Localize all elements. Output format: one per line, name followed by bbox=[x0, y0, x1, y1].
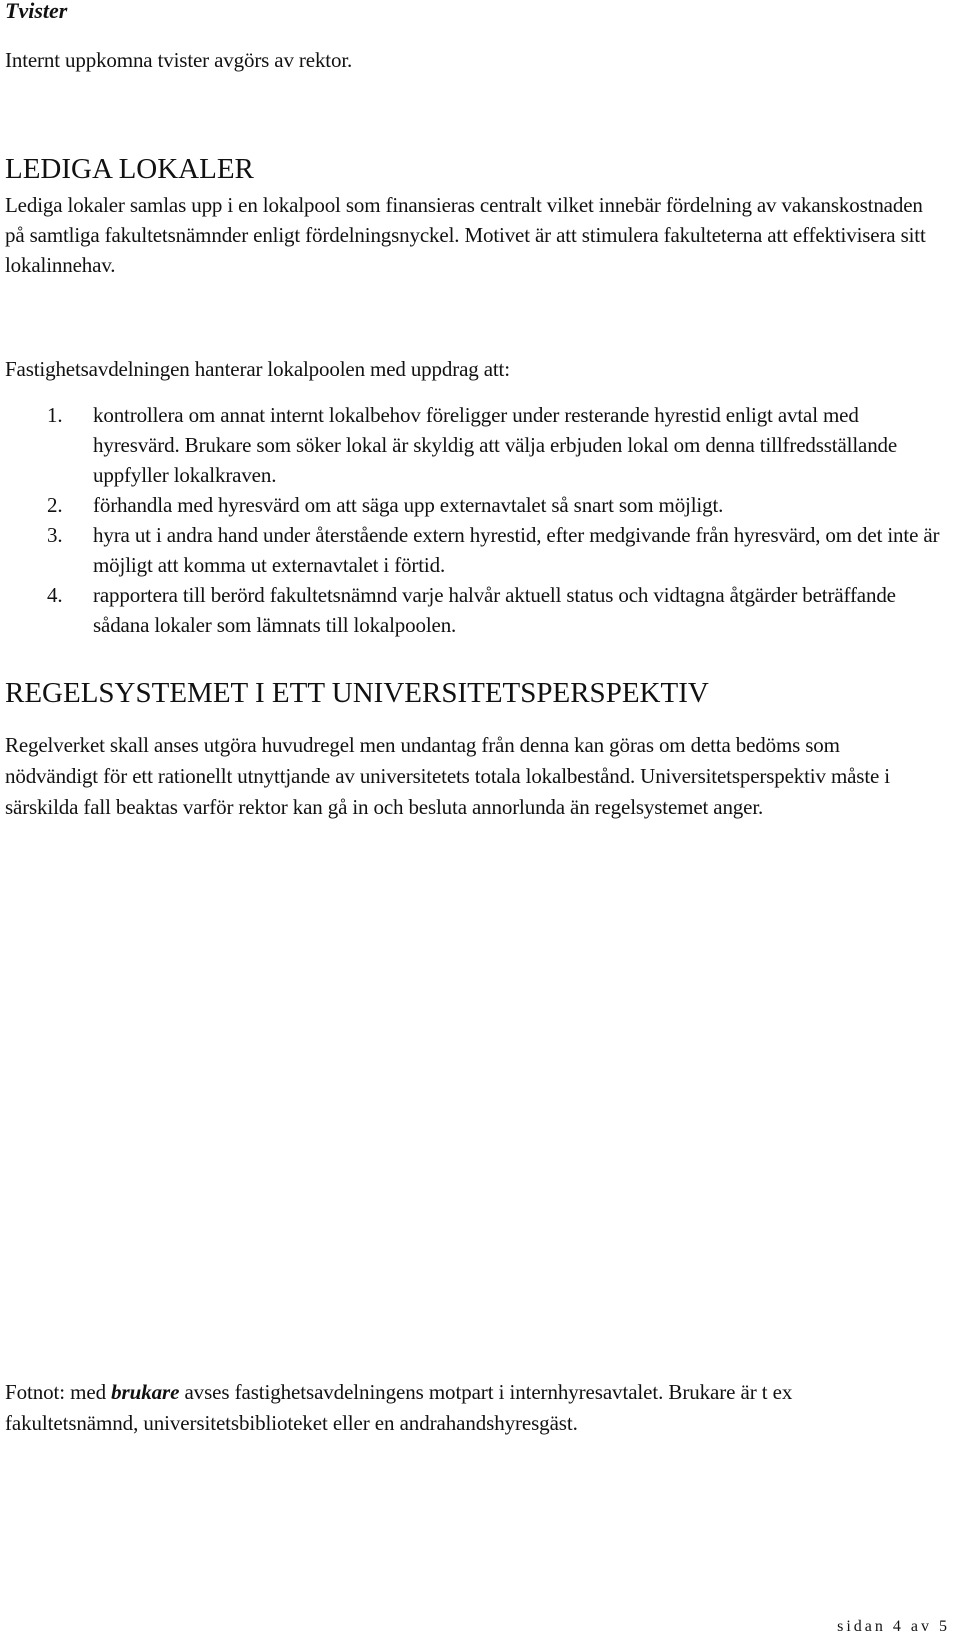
page-number: sidan 4 av 5 bbox=[837, 1618, 950, 1635]
list-item-number: 1. bbox=[47, 403, 63, 427]
lediga-lokaler-intro: Fastighetsavdelningen hanterar lokalpoolen med uppdrag att: bbox=[5, 357, 510, 381]
regelsystemet-paragraph: Regelverket skall anses utgöra huvudregel men undantag från denna kan göras om detta bedöms som nödvändigt för ett rationellt utnyttjande av universitetets totala lokalbestånd. Universitetsperspektiv måste i särskilda fall beaktas varför rektor kan gå in och besluta annorlunda än regelsystemet anger. bbox=[5, 733, 890, 819]
footnote-suffix: avses fastighetsavdelningens motpart i internhyresavtalet. Brukare är t ex fakultetsnämnd, universitetsbiblioteket eller en andrahandshyresgäst. bbox=[5, 1380, 793, 1435]
list-item-text: rapportera till berörd fakultetsnämnd varje halvår aktuell status och vidtagna åtgärder beträffande sådana lokaler som lämnats till lokalpoolen. bbox=[93, 583, 896, 637]
regelsystemet-heading: REGELSYSTEMET I ETT UNIVERSITETSPERSPEKTIV bbox=[5, 677, 709, 709]
list-item bbox=[0, 580, 940, 640]
list-item-text: kontrollera om annat internt lokalbehov föreligger under resterande hyrestid enligt avtal med hyresvärd. Brukare som söker lokal är skyldig att välja erbjuden lokal om denna tillfredsställande uppfyller lokalkraven. bbox=[93, 403, 898, 487]
lediga-lokaler-heading: LEDIGA LOKALER bbox=[5, 153, 254, 185]
lediga-lokaler-paragraph: Lediga lokaler samlas upp i en lokalpool som finansieras centralt vilket innebär fördelning av vakanskostnaden på samtliga fakultetsnämnder enligt fördelningsnyckel. Motivet är att stimulera fakulteterna att effektivisera sitt lokalinnehav. bbox=[5, 193, 926, 277]
tvister-text: Internt uppkomna tvister avgörs av rektor. bbox=[5, 48, 353, 72]
list-item bbox=[0, 520, 940, 580]
tvister-heading: Tvister bbox=[5, 0, 68, 23]
list-item-number: 2. bbox=[47, 493, 63, 517]
list-item-text: hyra ut i andra hand under återstående extern hyrestid, efter medgivande från hyresvärd, om det inte är möjligt att komma ut externavtalet i förtid. bbox=[93, 523, 940, 577]
list-item-number: 3. bbox=[47, 523, 63, 547]
list-item bbox=[0, 490, 940, 520]
footnote bbox=[5, 1377, 920, 1439]
uppdrag-list bbox=[0, 400, 940, 640]
footnote-bold-term: brukare bbox=[111, 1380, 180, 1404]
list-item bbox=[0, 400, 940, 490]
list-item-number: 4. bbox=[47, 583, 63, 607]
footnote-prefix: Fotnot: med bbox=[5, 1380, 112, 1404]
list-item-text: förhandla med hyresvärd om att säga upp externavtalet så snart som möjligt. bbox=[93, 493, 724, 517]
